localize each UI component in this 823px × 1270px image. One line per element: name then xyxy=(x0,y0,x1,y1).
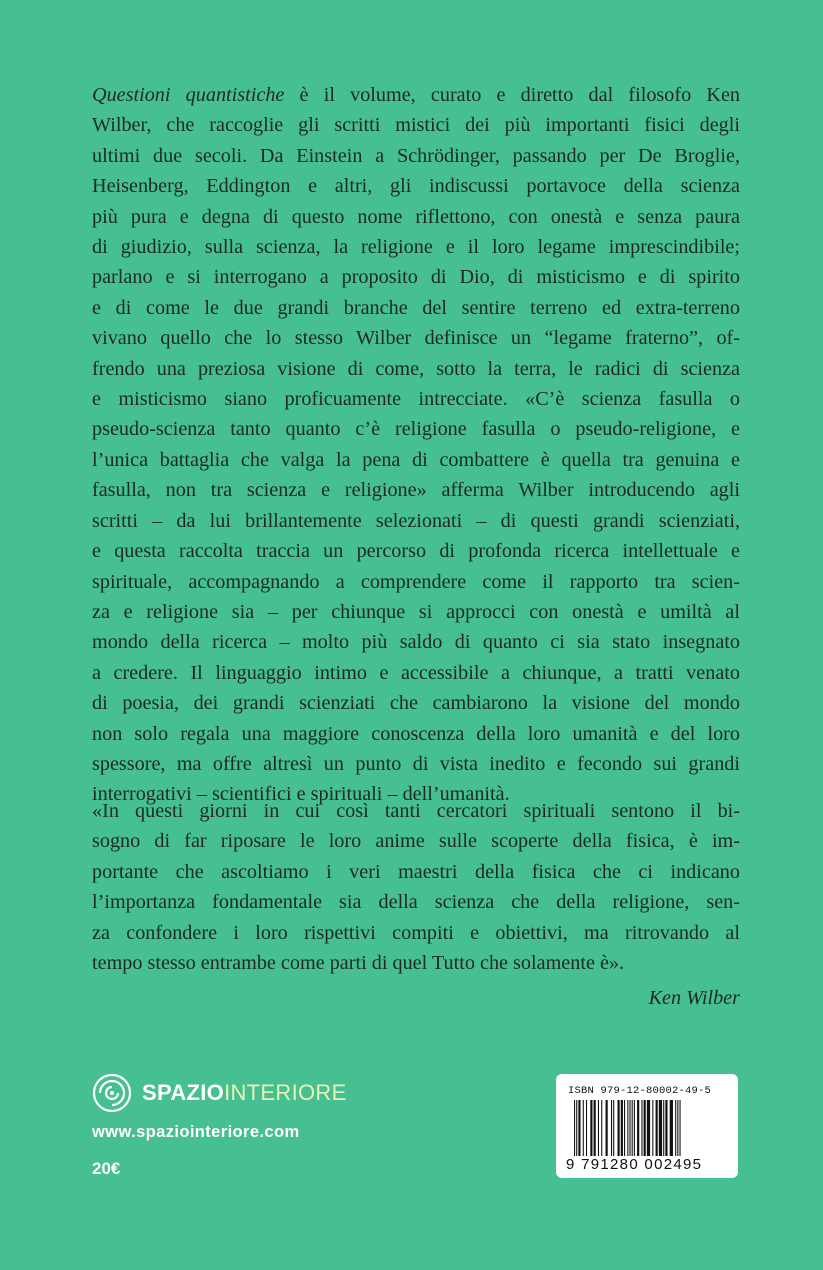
barcode-bar xyxy=(613,1100,614,1156)
barcode-bar xyxy=(583,1100,584,1156)
barcode-bar xyxy=(598,1100,599,1156)
description-line: più pura e degna di questo nome riflettono, con onestà e senza paura xyxy=(92,205,740,228)
description-line: Heisenberg, Eddington e altri, gli indiscussi portavoce della scienza xyxy=(92,175,740,198)
quote-line: sogno di far riposare le loro anime sulle scoperte della fisica, è im- xyxy=(92,830,740,853)
barcode-bar xyxy=(675,1100,676,1156)
barcode-bar xyxy=(665,1100,667,1156)
description-line: l’unica battaglia che valga la pena di combattere è quella tra genuina e xyxy=(92,448,740,471)
description-line: non solo regala una maggiore conoscenza della loro umanità e del loro xyxy=(92,722,740,745)
barcode-bar xyxy=(659,1100,662,1156)
barcode-bar xyxy=(574,1100,575,1156)
barcode-bar xyxy=(652,1100,653,1156)
description-line: e questa raccolta traccia un percorso di profonda ricerca intellettuale e xyxy=(92,540,740,563)
barcode-bar xyxy=(632,1100,633,1156)
barcode-bar xyxy=(586,1100,587,1156)
barcode-bar xyxy=(621,1100,623,1156)
quote-signature: Ken Wilber xyxy=(648,987,740,1009)
barcode-bar xyxy=(656,1100,658,1156)
description-line: scritti – da lui brillantemente selezionati – di questi grandi scienziati, xyxy=(92,509,740,532)
barcode-bar xyxy=(578,1100,580,1156)
barcode-bar xyxy=(611,1100,612,1156)
spiral-circles-icon xyxy=(92,1073,132,1113)
barcode-bar xyxy=(601,1100,602,1156)
description-line: interrogativi – scientifici e spirituali – dell’umanità. xyxy=(92,783,510,806)
description-line: vivano quello che lo stesso Wilber definisce un “legame fraterno”, of- xyxy=(92,327,740,350)
description-line: di giudizio, sulla scienza, la religione e il loro legame imprescindibile; xyxy=(92,236,740,259)
description-line: Questioni quantistiche è il volume, curato e diretto dal filosofo Ken xyxy=(92,84,741,106)
barcode-bar xyxy=(590,1100,592,1156)
description-line: a credere. Il linguaggio intimo e accessibile a chiunque, a tratti venato xyxy=(92,661,740,684)
description-line: pseudo-scienza tanto quanto c’è religione fasulla o pseudo-religione, e xyxy=(92,418,740,441)
book-description xyxy=(92,80,740,810)
description-line: frendo una preziosa visione di come, sotto la terra, le radici di scienza xyxy=(92,357,740,380)
publisher-logo xyxy=(92,1073,347,1113)
barcode-bar xyxy=(629,1100,630,1156)
description-line: ultimi due secoli. Da Einstein a Schrödinger, passando per De Broglie, xyxy=(92,144,740,167)
barcode-bar xyxy=(624,1100,625,1156)
barcode-bar xyxy=(641,1100,642,1156)
barcode-bars xyxy=(566,1100,730,1156)
publisher-name-light: INTERIORE xyxy=(224,1080,347,1105)
barcode-bar xyxy=(634,1100,635,1156)
quote-line: tempo stesso entrambe come parti di quel Tutto che solamente è». xyxy=(92,952,625,975)
description-line: za e religione sia – per chiunque si approcci con onestà e umiltà al xyxy=(92,600,740,623)
book-title: Questioni quantistiche xyxy=(92,84,285,106)
description-line: parlano e si interrogano a proposito di Dio, di misticismo e di spirito xyxy=(92,266,740,289)
barcode-bar xyxy=(679,1100,680,1156)
barcode-bar xyxy=(637,1100,639,1156)
barcode-bar xyxy=(576,1100,577,1156)
barcode-digits: 9 791280 002495 xyxy=(566,1156,703,1173)
price: 20€ xyxy=(92,1159,121,1178)
description-line: mondo della ricerca – molto più saldo di quanto ci sia stato insegnato xyxy=(92,631,740,654)
quote-line: za confondere i loro rispettivi compiti e obiettivi, ma ritrovando al xyxy=(92,921,740,944)
quote-line: «In questi giorni in cui così tanti cercatori spirituali sentono il bi- xyxy=(92,800,740,822)
description-line: e di come le due grandi branche del sentire terreno ed extra-terreno xyxy=(92,296,740,319)
publisher-name-strong: SPAZIO xyxy=(142,1080,225,1105)
description-line: Wilber, che raccoglie gli scritti mistici dei più importanti fisici degli xyxy=(92,114,740,137)
description-line: spessore, ma offre altresì un punto di vista inedito e fecondo sui grandi xyxy=(92,752,740,775)
barcode-bar xyxy=(670,1100,673,1156)
description-line: fasulla, non tra scienza e religione» afferma Wilber introducendo agli xyxy=(92,479,740,502)
isbn-barcode xyxy=(556,1074,738,1178)
barcode-bar xyxy=(644,1100,646,1156)
isbn-label: ISBN 979-12-80002-49-5 xyxy=(568,1085,712,1097)
publisher-name xyxy=(142,1080,347,1106)
barcode-bar xyxy=(627,1100,628,1156)
publisher-website[interactable]: www.spaziointeriore.com xyxy=(92,1123,300,1141)
quote-line: portante che ascoltiamo i veri maestri della fisica che ci indicano xyxy=(92,860,740,883)
barcode-bar xyxy=(663,1100,664,1156)
description-line: e misticismo siano proficuamente intrecciate. «C’è scienza fasulla o xyxy=(92,388,740,411)
barcode-bar xyxy=(594,1100,596,1156)
wilber-quote xyxy=(92,796,740,978)
barcode-bar xyxy=(647,1100,650,1156)
quote-line: l’importanza fondamentale sia della scienza che della religione, sen- xyxy=(92,891,740,914)
barcode-bar xyxy=(618,1100,620,1156)
description-line: spirituale, accompagnando a comprendere come il rapporto tra scien- xyxy=(92,570,740,593)
barcode-bar xyxy=(606,1100,608,1156)
barcode-bar xyxy=(677,1100,678,1156)
description-line: di poesia, dei grandi scienziati che cambiarono la visione del mondo xyxy=(92,692,740,715)
